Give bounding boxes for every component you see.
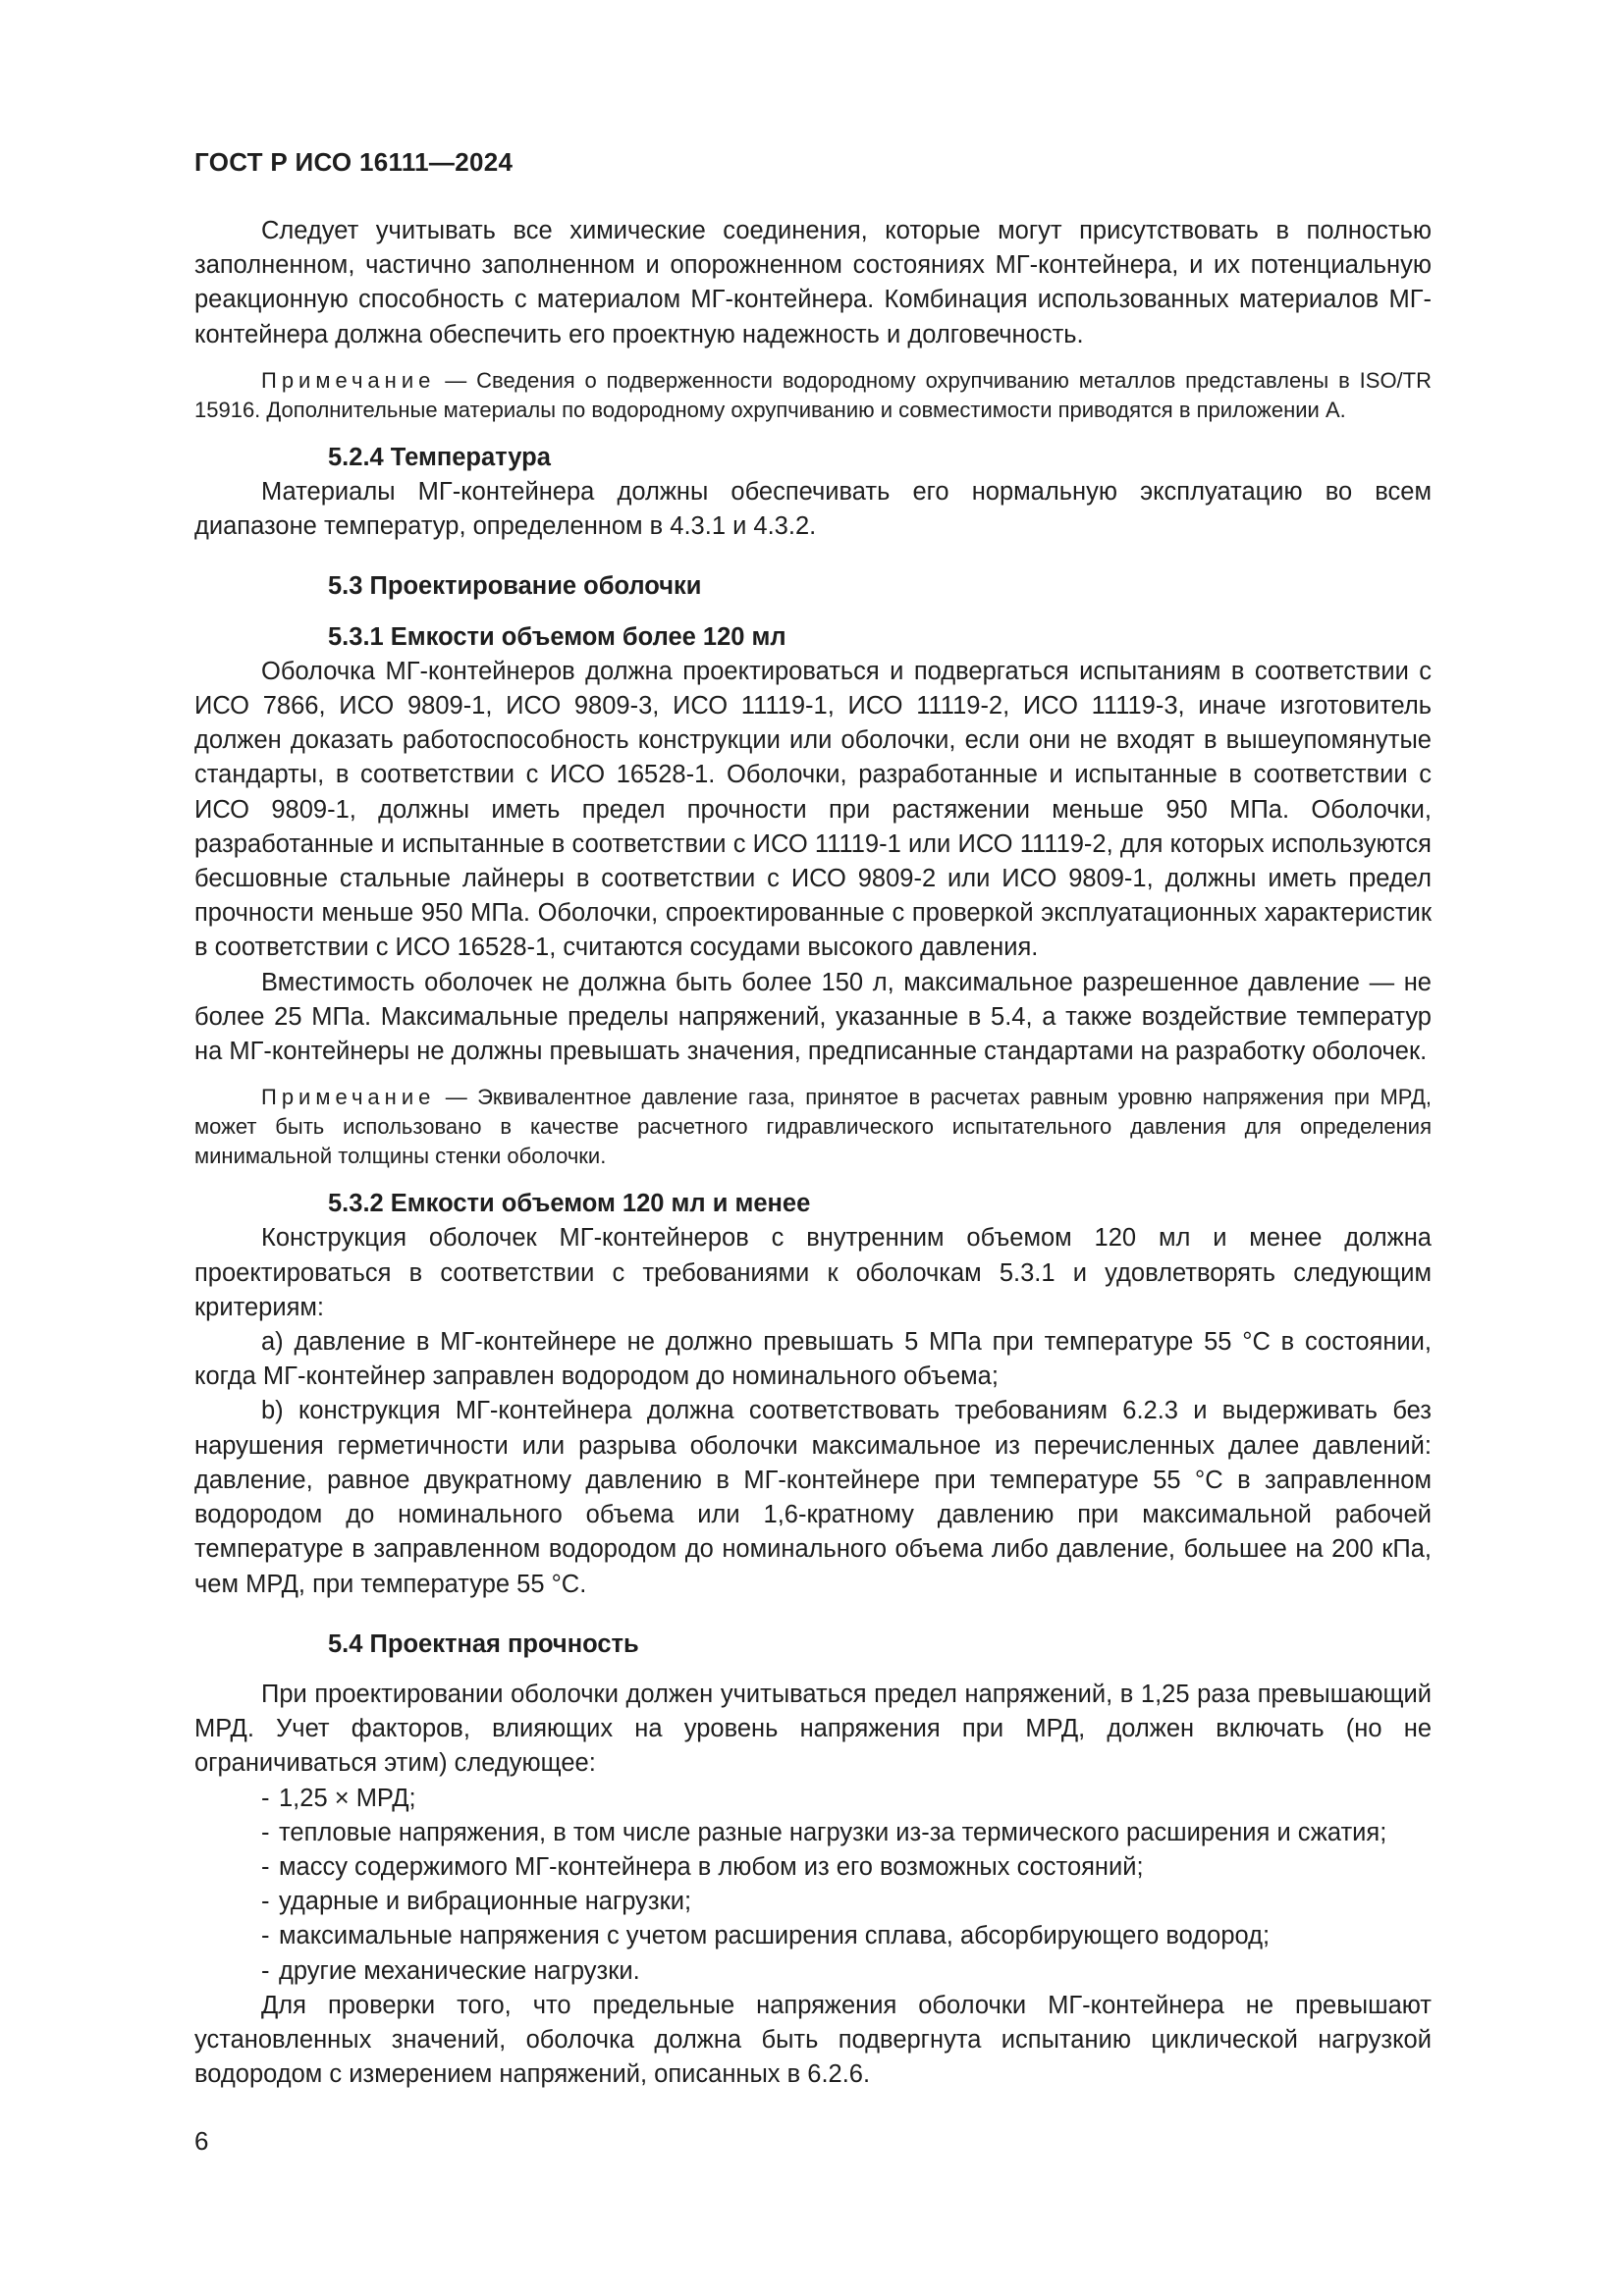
note-label: Примечание: [261, 367, 436, 393]
section-heading-5-4: 5.4 Проектная прочность: [328, 1629, 639, 1658]
list-item: - 1,25 × МРД;: [261, 1782, 1432, 1816]
note-text: — Сведения о подверженности водородному охрупчиванию металлов представлены в ISO/TR 15916. Дополнительные материалы по водородному охрупчиванию и совместимости приводятся в приложении А.: [194, 367, 1432, 422]
note-text: — Эквивалентное давление газа, принятое в расчетах равным уровню напряжения при МРД, может быть использовано в качестве расчетного гидравлического испытательного давления для определения минимальной толщины стенки оболочки.: [194, 1085, 1432, 1169]
paragraph: Конструкция оболочек МГ-контейнеров с внутренним объемом 120 мл и менее должна проектироваться в соответствии с требованиями к оболочкам 5.3.1 и удовлетворять следующим критериям:: [194, 1224, 1432, 1321]
list-item: - другие механические нагрузки.: [261, 1954, 1432, 1989]
paragraph: Оболочка МГ-контейнеров должна проектироваться и подвергаться испытаниям в соответствии с ИСО 7866, ИСО 9809-1, ИСО 9809-3, ИСО 11119-1, ИСО 11119-2, ИСО 11119-3, иначе изготовитель должен доказать работоспособность конструкции или оболочки, если они не входят в вышеупомянутые стандарты, в соответствии с ИСО 16528-1. Оболочки, разработанные и испытанные в соответствии с ИСО 9809-1, должны иметь предел прочности при растяжении меньше 950 МПа. Оболочки, разработанные и испытанные в соответствии с ИСО 11119-1 или ИСО 11119-2, для которых используются бесшовные стальные лайнеры в соответствии с ИСО 9809-2 или ИСО 9809-1, должны иметь предел прочности меньше 950 МПа. Оболочки, спроектированные с проверкой эксплуатационных характеристик в соответствии с ИСО 16528-1, считаются сосудами высокого давления.: [194, 657, 1432, 962]
list-item: - максимальные напряжения с учетом расширения сплава, абсорбирующего водород;: [261, 1919, 1432, 1953]
section-heading-5-3-1: 5.3.1 Емкости объемом более 120 мл: [328, 622, 786, 651]
list-item: - ударные и вибрационные нагрузки;: [261, 1885, 1432, 1919]
paragraph: При проектировании оболочки должен учитываться предел напряжений, в 1,25 раза превышающий МРД. Учет факторов, влияющих на уровень напряжения при МРД, должен включать (но не ограничиваться этим) следующее:: [194, 1680, 1432, 1778]
section-heading-5-3: 5.3 Проектирование оболочки: [328, 572, 702, 601]
note-label: Примечание: [261, 1085, 436, 1110]
note: [194, 1083, 1432, 1171]
list-item-b: b) конструкция МГ-контейнера должна соответствовать требованиям 6.2.3 и выдерживать без нарушения герметичности или разрыва оболочки максимальное из перечисленных далее давлений: давление, равное двукратному давлению в МГ-контейнере при температуре 55 °С в заправленном водородом до номинального объема или 1,6-кратному давлению при максимальной рабочей температуре в заправленном водородом до номинального объема либо давление, большее на 200 кПа, чем МРД, при температуре 55 °С.: [194, 1397, 1432, 1598]
section-heading-5-2-4: 5.2.4 Температура: [328, 443, 551, 471]
note: [194, 366, 1432, 425]
paragraph: Следует учитывать все химические соединения, которые могут присутствовать в полностью заполненном, частично заполненном и опорожненном состояниях МГ-контейнера, и их потенциальную реакционную способность с материалом МГ-контейнера. Комбинация использованных материалов МГ-контейнера должна обеспечить его проектную надежность и долговечность.: [194, 217, 1432, 348]
list-item: - массу содержимого МГ-контейнера в любом из его возможных состояний;: [261, 1850, 1432, 1885]
section-heading-5-3-2: 5.3.2 Емкости объемом 120 мл и менее: [328, 1190, 811, 1218]
paragraph: Для проверки того, что предельные напряжения оболочки МГ-контейнера не превышают установленных значений, оболочка должна быть подвергнута испытанию циклической нагрузкой водородом с измерением напряжений, описанных в 6.2.6.: [194, 1991, 1432, 2089]
page-number: 6: [194, 2126, 209, 2156]
standard-header: ГОСТ Р ИСО 16111—2024: [194, 147, 514, 177]
dash-list: [194, 1782, 1432, 1989]
list-item: - тепловые напряжения, в том числе разные нагрузки из-за термического расширения и сжатия;: [261, 1816, 1432, 1850]
paragraph: Вместимость оболочек не должна быть более 150 л, максимальное разрешенное давление — не более 25 МПа. Максимальные пределы напряжений, указанные в 5.4, а также воздействие температур на МГ-контейнеры не должны превышать значения, предписанные стандартами на разработку оболочек.: [194, 968, 1432, 1066]
list-item-a: а) давление в МГ-контейнере не должно превышать 5 МПа при температуре 55 °С в состоянии, когда МГ-контейнер заправлен водородом до номинального объема;: [194, 1328, 1432, 1391]
paragraph: Материалы МГ-контейнера должны обеспечивать его нормальную эксплуатацию во всем диапазоне температур, определенном в 4.3.1 и 4.3.2.: [194, 478, 1432, 541]
document-body: [194, 214, 1432, 2092]
